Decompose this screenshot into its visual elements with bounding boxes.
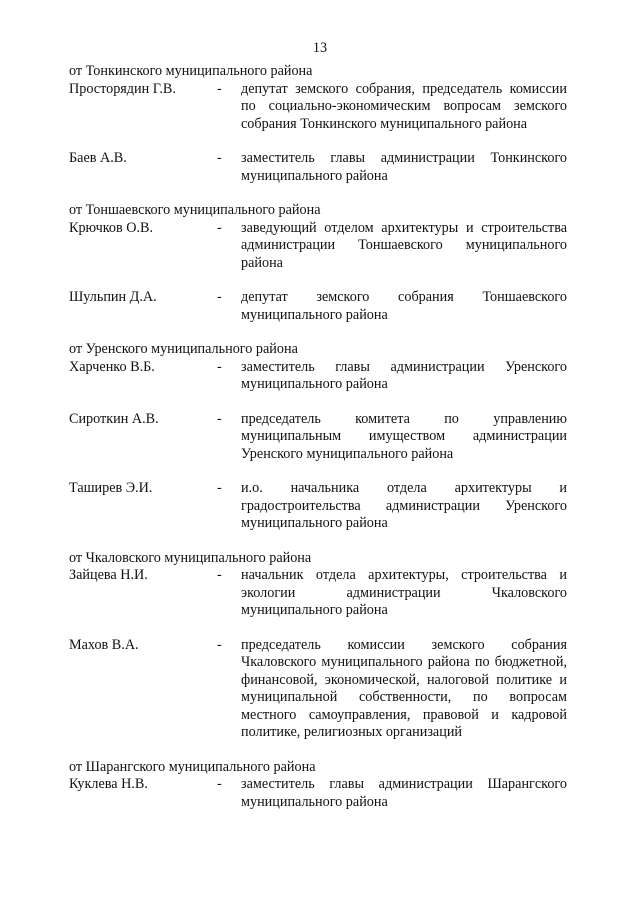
person-name: Махов В.А. xyxy=(69,636,139,653)
person-role: заведующий отделом архитектуры и строительства администрации Тоншаевского муниципального района xyxy=(241,219,567,271)
person-role: начальник отдела архитектуры, строительства и экологии администрации Чкаловского муниципального района xyxy=(241,567,567,618)
person-name: Баев А.В. xyxy=(69,150,127,166)
section-title: от Тонкинского муниципального района xyxy=(69,63,313,79)
dash-separator: - xyxy=(217,358,222,375)
section-title: от Шарангского муниципального района xyxy=(69,758,316,775)
dash-separator: - xyxy=(217,410,222,427)
section-chkalovsky xyxy=(69,550,567,742)
person-name: Куклева Н.В. xyxy=(69,776,148,792)
section-tonkinsky xyxy=(69,63,567,185)
person-name: Крючков О.В. xyxy=(69,219,154,236)
list-item xyxy=(69,150,567,185)
section-title: от Уренского муниципального района xyxy=(69,341,298,357)
person-name: Зайцева Н.И. xyxy=(69,567,148,583)
person-role: заместитель главы администрации Шарангского муниципального района xyxy=(241,776,567,810)
list-item xyxy=(69,220,567,273)
person-role: депутат земского собрания, председатель комиссии по социально-экономическим вопросам земского собрания Тонкинского муниципального района xyxy=(241,80,567,132)
section-sharangsky xyxy=(69,759,567,812)
person-name: Сироткин А.В. xyxy=(69,410,159,427)
person-name: Харченко В.Б. xyxy=(69,358,155,375)
person-role: председатель комитета по управлению муниципальным имуществом администрации Уренского муниципального района xyxy=(241,410,567,462)
person-name: Просторядин Г.В. xyxy=(69,80,176,97)
person-role: депутат земского собрания Тоншаевского муниципального района xyxy=(241,289,567,323)
person-role: и.о. начальника отдела архитектуры и градостроительства администрации Уренского муниципального района xyxy=(241,480,567,531)
list-item xyxy=(69,81,567,134)
dash-separator: - xyxy=(217,480,222,496)
person-role: заместитель главы администрации Тонкинского муниципального района xyxy=(241,150,567,184)
dash-separator: - xyxy=(217,776,222,792)
member-list xyxy=(69,63,567,811)
section-title: от Чкаловского муниципального района xyxy=(69,549,312,566)
page-number: 13 xyxy=(312,40,328,56)
list-item xyxy=(69,480,567,533)
dash-separator: - xyxy=(217,289,222,305)
list-item xyxy=(69,411,567,464)
section-title: от Тоншаевского муниципального района xyxy=(69,202,321,218)
dash-separator: - xyxy=(217,636,222,653)
list-item xyxy=(69,567,567,620)
list-item xyxy=(69,359,567,394)
person-role: председатель комиссии земского собрания Чкаловского муниципального района по бюджетной, финансовой, экономической, налоговой политике и муниципальной собственности, по вопросам местного самоуправления, правовой и кадровой политике, религиозных организаций xyxy=(241,636,567,740)
list-item xyxy=(69,637,567,742)
person-role: заместитель главы администрации Уренского муниципального района xyxy=(241,358,567,392)
dash-separator: - xyxy=(217,567,222,583)
dash-separator: - xyxy=(217,219,222,236)
section-tonshaevsky xyxy=(69,202,567,324)
dash-separator: - xyxy=(217,80,222,97)
person-name: Таширев Э.И. xyxy=(69,480,153,496)
list-item xyxy=(69,776,567,811)
list-item xyxy=(69,289,567,324)
person-name: Шульпин Д.А. xyxy=(69,289,157,305)
dash-separator: - xyxy=(217,150,222,166)
section-urensky xyxy=(69,341,567,533)
